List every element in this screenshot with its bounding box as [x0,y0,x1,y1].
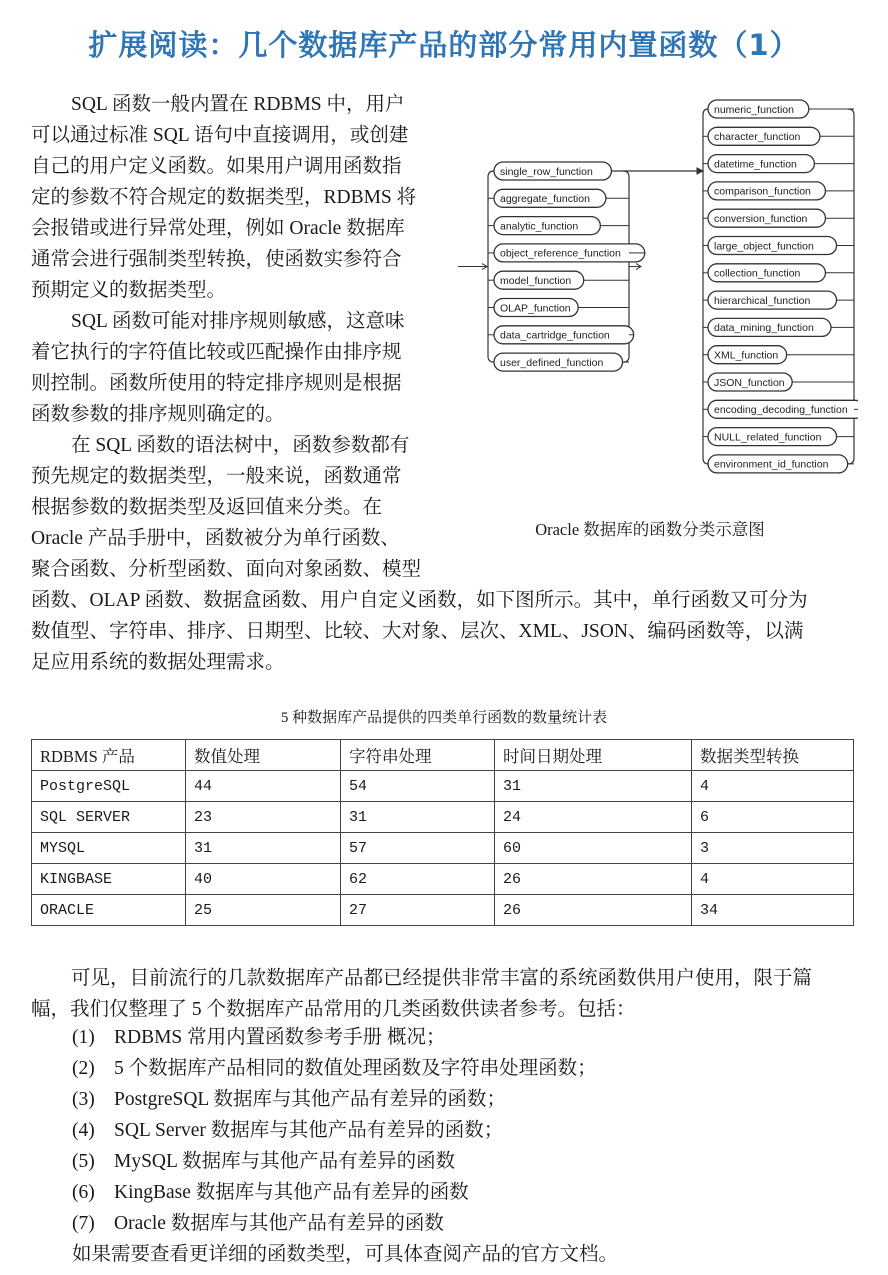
diagram-node-large_object_function [703,237,854,255]
table-header-cell: RDBMS 产品 [32,740,186,771]
table-cell: PostgreSQL [32,771,186,802]
diagram-node-NULL_related_function [703,428,854,446]
diagram-node-OLAP_function [488,299,629,317]
diagram-node-object_reference_function [488,244,645,262]
text-line: 数值型、字符串、排序、日期型、比较、大对象、层次、XML、JSON、编码函数等，以满 [31,621,804,642]
diagram-node-collection_function [703,264,854,282]
diagram-pill-label: comparison_function [714,185,811,198]
diagram-node-character_function [703,127,854,145]
text-line: 着它执行的字符值比较或匹配操作由排序规 [31,342,402,363]
table-row [32,895,854,926]
diagram-pill-label: data_cartridge_function [500,329,610,342]
intro-paragraph-3 [31,430,431,585]
intro-paragraph-3-continued [31,585,861,678]
text-line: 函数参数的排序规则确定的。 [31,404,285,425]
table-cell: 60 [495,833,692,864]
diagram-pill-label: OLAP_function [500,302,571,315]
diagram-pill-label: large_object_function [714,240,814,253]
text-line: 通常会进行强制类型转换，使函数实参符合 [31,249,402,270]
list-text: 5 个数据库产品相同的数值处理函数及字符串处理函数； [114,1058,597,1079]
list-item [72,1022,597,1053]
table-cell: 44 [186,771,341,802]
list-number: (7) [72,1213,95,1234]
diagram-node-data_mining_function [703,318,854,336]
text-line: 则控制。函数所使用的特定排序规则是根据 [31,373,402,394]
table-cell: 25 [186,895,341,926]
list-text: SQL Server 数据库与其他产品有差异的函数； [114,1120,504,1141]
diagram-node-conversion_function [703,209,854,227]
table-cell: 54 [341,771,495,802]
table-cell: 23 [186,802,341,833]
list-number: (2) [72,1058,95,1079]
diagram-node-comparison_function [703,182,854,200]
table-cell: 57 [341,833,495,864]
diagram-pill-label: aggregate_function [500,193,590,206]
text-line: 自己的用户定义函数。如果用户调用函数指 [31,156,402,177]
page-title: 扩展阅读：几个数据库产品的部分常用内置函数（1） [88,28,800,63]
diagram-pill-label: environment_id_function [714,458,829,471]
table-cell: 3 [692,833,854,864]
list-text: KingBase 数据库与其他产品有差异的函数 [114,1182,469,1203]
text-line: SQL 函数可能对排序规则敏感，这意味 [71,311,405,332]
text-line: 在 SQL 函数的语法树中，函数参数都有 [71,435,410,456]
diagram-pill-label: XML_function [714,349,779,362]
diagram-pill-label: NULL_related_function [714,431,822,444]
diagram-node-data_cartridge_function [488,326,634,344]
table-cell: SQL SERVER [32,802,186,833]
diagram-pill-label: single_row_function [500,165,593,178]
table-cell: 4 [692,771,854,802]
table-row [32,864,854,895]
list-item [72,1115,597,1146]
list-number: (3) [72,1089,95,1110]
table-row [32,771,854,802]
list-number: (6) [72,1182,95,1203]
left-group-rail-left [488,171,494,362]
diagram-node-encoding_decoding_function [703,400,858,418]
table-cell: 26 [495,864,692,895]
table-cell: 31 [341,802,495,833]
diagram-pill-label: collection_function [714,267,801,280]
function-classification-diagram [458,93,858,478]
text-line: 根据参数的数据类型及返回值来分类。在 [31,497,383,518]
list-item [72,1177,597,1208]
table-cell: 27 [341,895,495,926]
table-cell: MYSQL [32,833,186,864]
diagram-pill-label: analytic_function [500,220,579,233]
table-header-row [32,740,854,771]
table-cell: KINGBASE [32,864,186,895]
table-cell: 34 [692,895,854,926]
table-row [32,833,854,864]
diagram-pill-label: character_function [714,131,801,144]
diagram-pill-label: JSON_function [714,376,785,389]
text-line: SQL 函数一般内置在 RDBMS 中，用户 [71,94,405,115]
diagram-pill-label: hierarchical_function [714,294,811,307]
list-item [72,1053,597,1084]
diagram-pill-label: encoding_decoding_function [714,404,848,417]
diagram-node-user_defined_function [494,353,629,371]
table-cell: 62 [341,864,495,895]
list-text: PostgreSQL 数据库与其他产品有差异的函数； [114,1089,506,1110]
conclusion-paragraph [31,963,861,1025]
table-header-cell: 数据类型转换 [692,740,854,771]
diagram-node-XML_function [703,346,854,364]
text-line: 会报错或进行异常处理，例如 Oracle 数据库 [31,218,405,239]
text-line: 可以通过标准 SQL 语句中直接调用，或创建 [31,125,409,146]
diagram-caption: Oracle 数据库的函数分类示意图 [535,520,765,539]
text-line: 函数、OLAP 函数、数据盒函数、用户自定义函数，如下图所示。其中，单行函数又可分为 [31,590,808,611]
intro-paragraph-1 [31,89,431,306]
syntax-diagram-svg [458,93,858,478]
table-header-cell: 数值处理 [186,740,341,771]
text-line: 聚合函数、分析型函数、面向对象函数、模型 [31,559,422,580]
text-line: 可见，目前流行的几款数据库产品都已经提供非常丰富的系统函数供用户使用，限于篇 [71,968,813,989]
diagram-node-hierarchical_function [703,291,854,309]
function-count-table [31,739,854,926]
diagram-node-analytic_function [488,217,629,235]
text-line: 预先规定的数据类型，一般来说，函数通常 [31,466,402,487]
text-line: 预期定义的数据类型。 [31,280,227,301]
table-header-cell: 时间日期处理 [495,740,692,771]
list-text: Oracle 数据库与其他产品有差异的函数 [114,1213,444,1234]
list-text: MySQL 数据库与其他产品有差异的函数 [114,1151,456,1172]
right-group-rail-left [703,109,708,464]
table-row [32,802,854,833]
diagram-node-environment_id_function [708,455,854,473]
list-item [72,1084,597,1115]
diagram-pill-label: numeric_function [714,103,794,116]
diagram-pill-label: conversion_function [714,213,808,225]
arrow-right-icon [697,168,703,174]
table-cell: 31 [186,833,341,864]
table-cell: 6 [692,802,854,833]
diagram-node-aggregate_function [488,189,629,207]
diagram-node-single_row_function [494,162,701,180]
list-item [72,1146,597,1177]
table-cell: 24 [495,802,692,833]
diagram-node-numeric_function [708,100,854,118]
table-cell: ORACLE [32,895,186,926]
text-line: 定的参数不符合规定的数据类型，RDBMS 将 [31,187,417,208]
table-cell: 4 [692,864,854,895]
table-cell: 31 [495,771,692,802]
table-cell: 40 [186,864,341,895]
diagram-pill-label: object_reference_function [500,247,621,260]
list-text: RDBMS 常用内置函数参考手册 概况； [114,1027,446,1048]
list-number: (1) [72,1027,95,1048]
diagram-pill-label: datetime_function [714,158,797,171]
intro-paragraph-2 [31,306,431,430]
list-number: (5) [72,1151,95,1172]
diagram-node-JSON_function [703,373,854,391]
diagram-pill-label: data_mining_function [714,322,814,335]
text-line: 足应用系统的数据处理需求。 [31,652,285,673]
diagram-node-model_function [488,271,629,289]
table-cell: 26 [495,895,692,926]
diagram-pill-label: user_defined_function [500,356,604,369]
text-line: 幅，我们仅整理了 5 个数据库产品常用的几类函数供读者参考。包括： [31,999,636,1020]
diagram-pill-label: model_function [500,275,572,287]
final-note: 如果需要查看更详细的函数类型，可具体查阅产品的官方文档。 [72,1244,619,1265]
table-header-cell: 字符串处理 [341,740,495,771]
reference-list [72,1022,597,1239]
text-line: Oracle 产品手册中，函数被分为单行函数、 [31,528,400,549]
list-number: (4) [72,1120,95,1141]
table-caption: 5 种数据库产品提供的四类单行函数的数量统计表 [280,710,608,726]
list-item [72,1208,597,1239]
diagram-node-datetime_function [703,155,854,173]
